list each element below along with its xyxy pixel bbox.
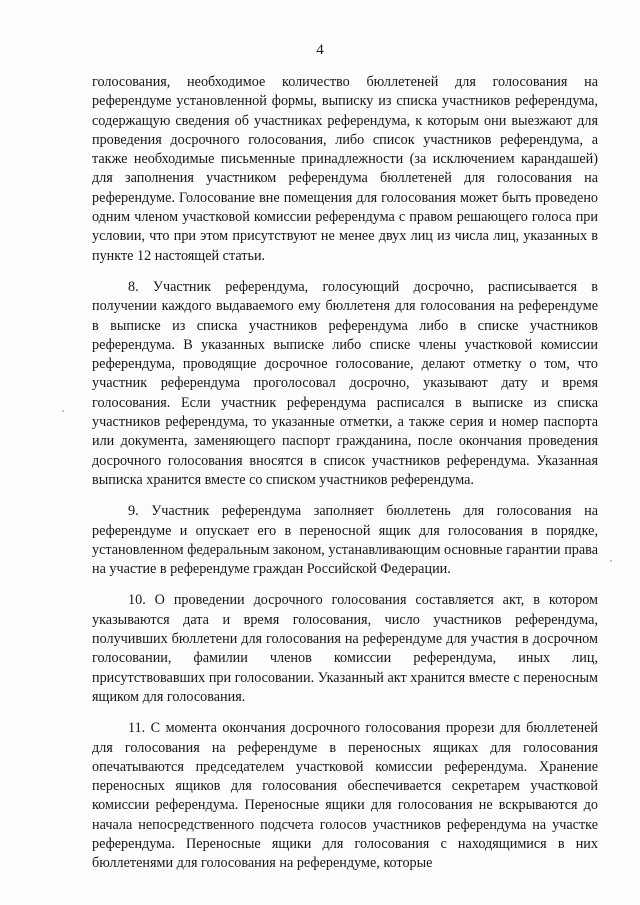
paragraph-9: 9. Участник референдума заполняет бюллетень для голосования на референдуме и опускает его в переносной ящик для голосования в порядке, установленном федеральным законом, устанавливающим основные гарантии права на участие в референдуме граждан Российской Федерации. — [92, 503, 598, 578]
paragraph-continuation: голосования, необходимое количество бюллетеней для голосования на референдуме установленной формы, выписку из списка участников референдума, содержащую сведения об участниках референдума, к которым они выезжают для проведения досрочного голосования, либо список участников референдума, а также необходимые письменные принадлежности (за исключением карандашей) для заполнения участником референдума бюллетеней для голосования на референдуме. Голосование вне помещения для голосования может быть проведено одним членом участковой комиссии референдума с правом решающего голоса при условии, что при этом присутствуют не менее двух лиц из числа лиц, указанных в пункте 12 настоящей статьи. — [92, 74, 598, 264]
scan-speck — [62, 410, 64, 412]
page-number: 4 — [316, 42, 324, 58]
scan-speck — [610, 560, 612, 562]
paragraph-11: 11. С момента окончания досрочного голосования прорези для бюллетеней для голосования на референдуме в переносных ящиках для голосования опечатываются председателем участковой комиссии референдума. Хранение переносных ящиков для голосования обеспечивается секретарем участковой комиссии референдума. Переносные ящики для голосования не вскрываются до начала непосредственного подсчета голосов участников референдума на участке референдума. Переносные ящики для голосования с находящимися в них бюллетенями для голосования на референдуме, которые — [92, 720, 598, 872]
paragraph-8: 8. Участник референдума, голосующий досрочно, расписывается в получении каждого выдаваемого ему бюллетеня для голосования на референдуме в выписке из списка участников референдума либо в списке участников референдума. В указанных выписке либо списке члены участковой комиссии референдума, проводящие досрочное голосование, делают отметку о том, что участник референдума проголосовал досрочно, указывают дату и время голосования. Если участник референдума расписался в выписке из списка участников референдума, то указанные отметки, а также серия и номер паспорта или документа, заменяющего паспорт гражданина, после окончания проведения досрочного голосования вносятся в список участников референдума. Указанная выписка хранится вместе со списком участников референдума. — [92, 278, 598, 488]
document-body — [92, 73, 598, 886]
paragraph-10: 10. О проведении досрочного голосования составляется акт, в котором указываются дата и время голосования, число участников референдума, получивших бюллетени для голосования на референдуме для участия в досрочном голосовании, фамилии членов комиссии референдума, иных лиц, присутствовавших при голосовании. Указанный акт хранится вместе с переносным ящиком для голосования. — [92, 592, 598, 705]
